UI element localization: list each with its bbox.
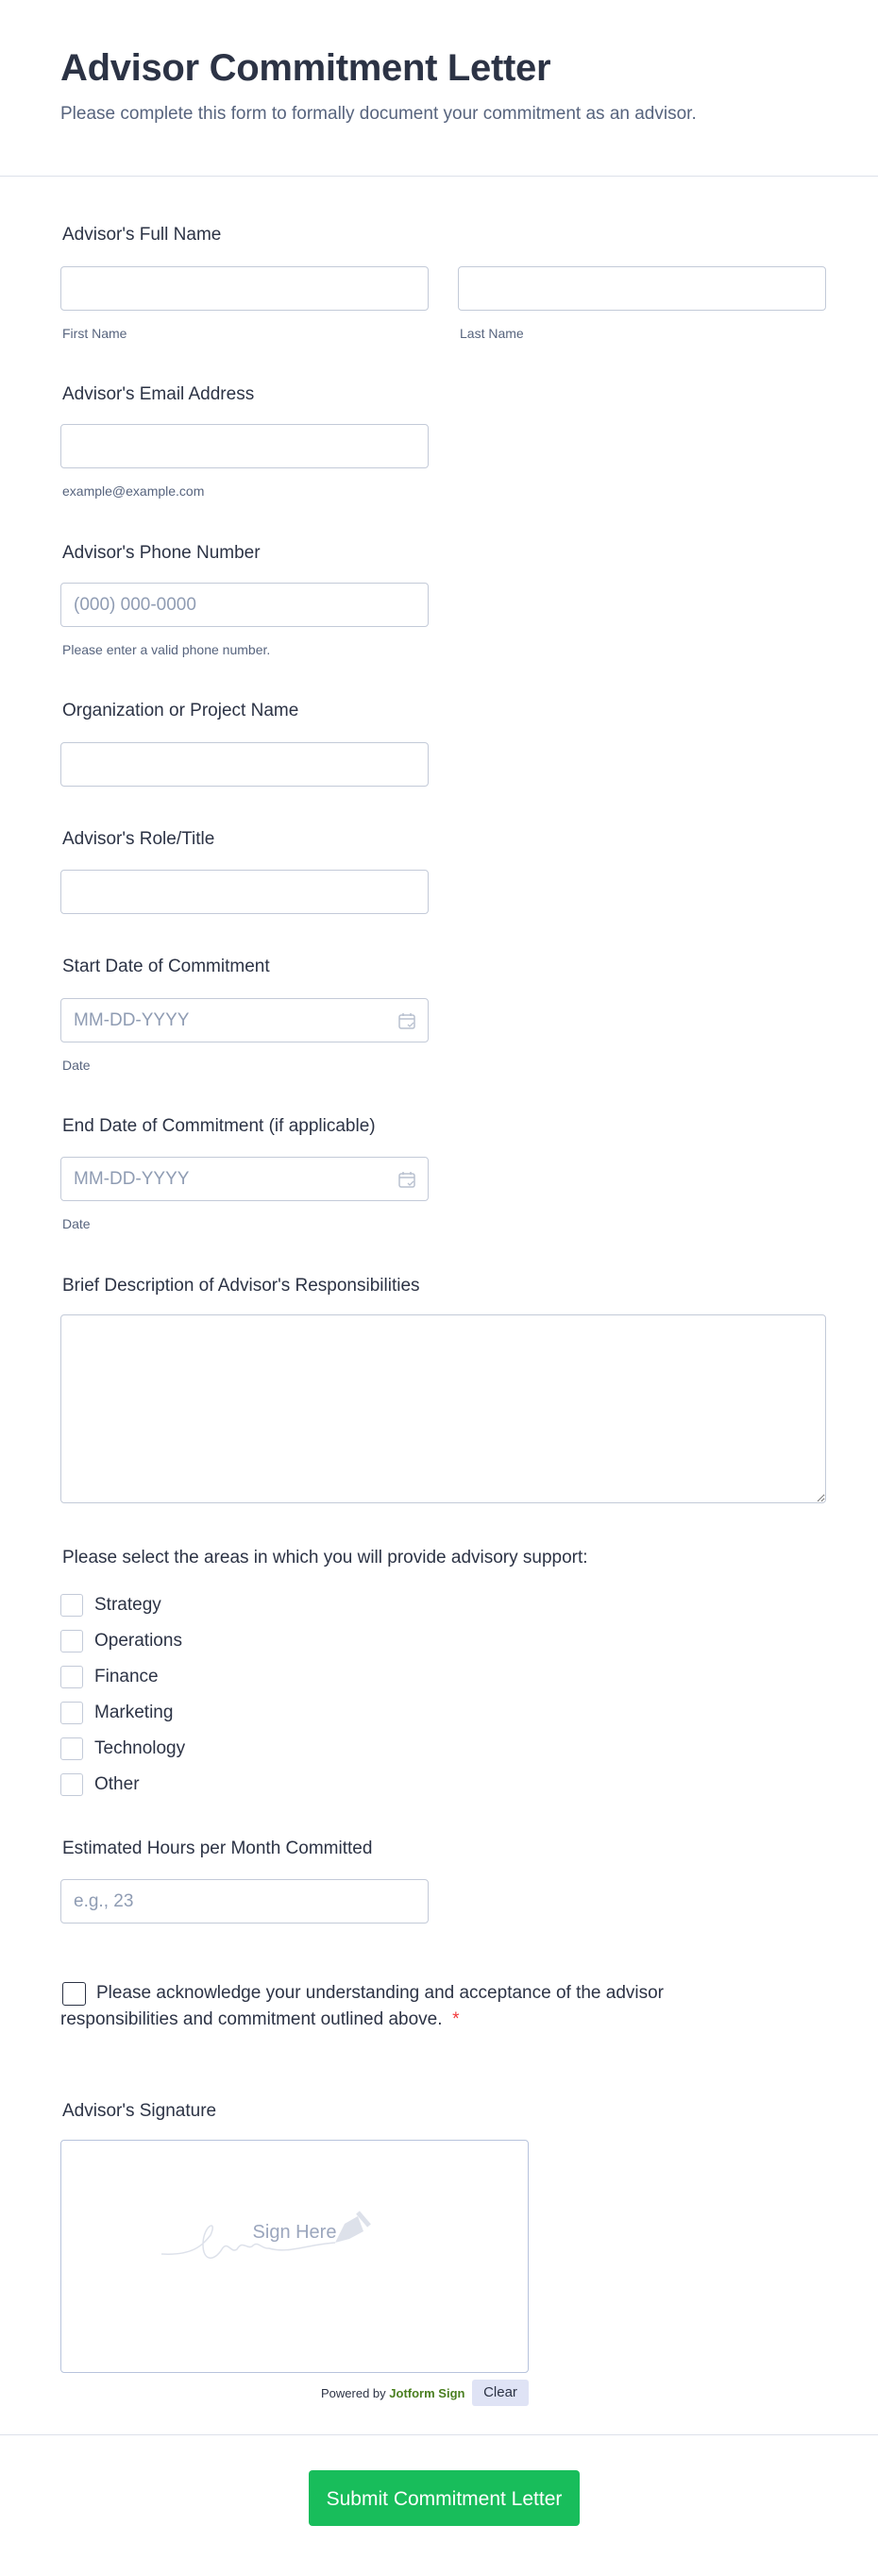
description-textarea[interactable] bbox=[60, 1314, 826, 1503]
phone-sublabel: Please enter a valid phone number. bbox=[62, 642, 271, 657]
end-date-sublabel: Date bbox=[62, 1216, 91, 1231]
clear-signature-button[interactable]: Clear bbox=[472, 2380, 529, 2406]
start-date-placeholder: MM-DD-YYYY bbox=[74, 1010, 190, 1030]
acknowledge-text bbox=[60, 1980, 759, 2033]
area-option[interactable] bbox=[60, 1659, 185, 1695]
hours-placeholder: e.g., 23 bbox=[74, 1891, 134, 1911]
signature-scribble-icon bbox=[156, 2207, 439, 2282]
last-name-sublabel: Last Name bbox=[460, 326, 524, 341]
checkbox[interactable] bbox=[60, 1630, 83, 1652]
checkbox[interactable] bbox=[60, 1737, 83, 1760]
option-label: Other bbox=[94, 1774, 140, 1794]
area-option[interactable] bbox=[60, 1767, 185, 1803]
option-label: Operations bbox=[94, 1631, 182, 1651]
hours-input[interactable] bbox=[60, 1879, 429, 1924]
checkbox[interactable] bbox=[60, 1666, 83, 1688]
phone-label: Advisor's Phone Number bbox=[62, 543, 261, 563]
last-name-input[interactable] bbox=[458, 266, 826, 311]
signature-label: Advisor's Signature bbox=[62, 2101, 217, 2121]
first-name-input[interactable] bbox=[60, 266, 429, 311]
hours-label: Estimated Hours per Month Committed bbox=[62, 1839, 373, 1858]
email-input[interactable] bbox=[60, 424, 429, 468]
end-date-placeholder: MM-DD-YYYY bbox=[74, 1169, 190, 1189]
header-divider bbox=[0, 176, 878, 177]
page-title: Advisor Commitment Letter bbox=[60, 47, 551, 89]
option-label: Finance bbox=[94, 1667, 159, 1686]
calendar-icon[interactable] bbox=[397, 1170, 416, 1189]
powered-by bbox=[321, 2386, 464, 2400]
first-name-sublabel: First Name bbox=[62, 326, 127, 341]
area-option[interactable] bbox=[60, 1587, 185, 1623]
option-label: Technology bbox=[94, 1738, 186, 1758]
sign-here-placeholder: Sign Here bbox=[252, 2222, 337, 2243]
start-date-input[interactable] bbox=[60, 998, 429, 1042]
role-input[interactable] bbox=[60, 870, 429, 914]
end-date-input[interactable] bbox=[60, 1157, 429, 1201]
jotform-sign-brand: Jotform Sign bbox=[389, 2386, 465, 2400]
checkbox[interactable] bbox=[60, 1773, 83, 1796]
start-date-sublabel: Date bbox=[62, 1058, 91, 1073]
start-date-label: Start Date of Commitment bbox=[62, 957, 270, 976]
role-label: Advisor's Role/Title bbox=[62, 829, 215, 849]
full-name-label: Advisor's Full Name bbox=[62, 225, 222, 245]
submit-button[interactable]: Submit Commitment Letter bbox=[309, 2470, 580, 2526]
description-label: Brief Description of Advisor's Responsibilities bbox=[62, 1276, 420, 1296]
powered-by-text: Powered by bbox=[321, 2386, 386, 2400]
areas-label: Please select the areas in which you will provide advisory support: bbox=[62, 1548, 588, 1568]
area-option[interactable] bbox=[60, 1695, 185, 1731]
footer-divider bbox=[0, 2434, 878, 2435]
calendar-icon[interactable] bbox=[397, 1011, 416, 1030]
organization-input[interactable] bbox=[60, 742, 429, 787]
checkbox[interactable] bbox=[60, 1594, 83, 1617]
area-option[interactable] bbox=[60, 1623, 185, 1659]
option-label: Marketing bbox=[94, 1703, 174, 1722]
phone-placeholder: (000) 000-0000 bbox=[74, 595, 196, 615]
checkbox[interactable] bbox=[60, 1702, 83, 1724]
areas-checkbox-group bbox=[60, 1587, 185, 1803]
end-date-label: End Date of Commitment (if applicable) bbox=[62, 1116, 376, 1136]
email-sublabel: example@example.com bbox=[62, 483, 205, 499]
page-subtitle: Please complete this form to formally document your commitment as an advisor. bbox=[60, 104, 697, 124]
signature-pad[interactable] bbox=[60, 2140, 529, 2373]
area-option[interactable] bbox=[60, 1731, 185, 1767]
organization-label: Organization or Project Name bbox=[62, 701, 299, 720]
required-mark: * bbox=[452, 2009, 460, 2029]
email-label: Advisor's Email Address bbox=[62, 384, 255, 404]
option-label: Strategy bbox=[94, 1595, 161, 1615]
phone-input[interactable] bbox=[60, 583, 429, 627]
acknowledge-label: Please acknowledge your understanding and acceptance of the advisor responsibilities and commitment outlined above. bbox=[60, 1983, 665, 2029]
